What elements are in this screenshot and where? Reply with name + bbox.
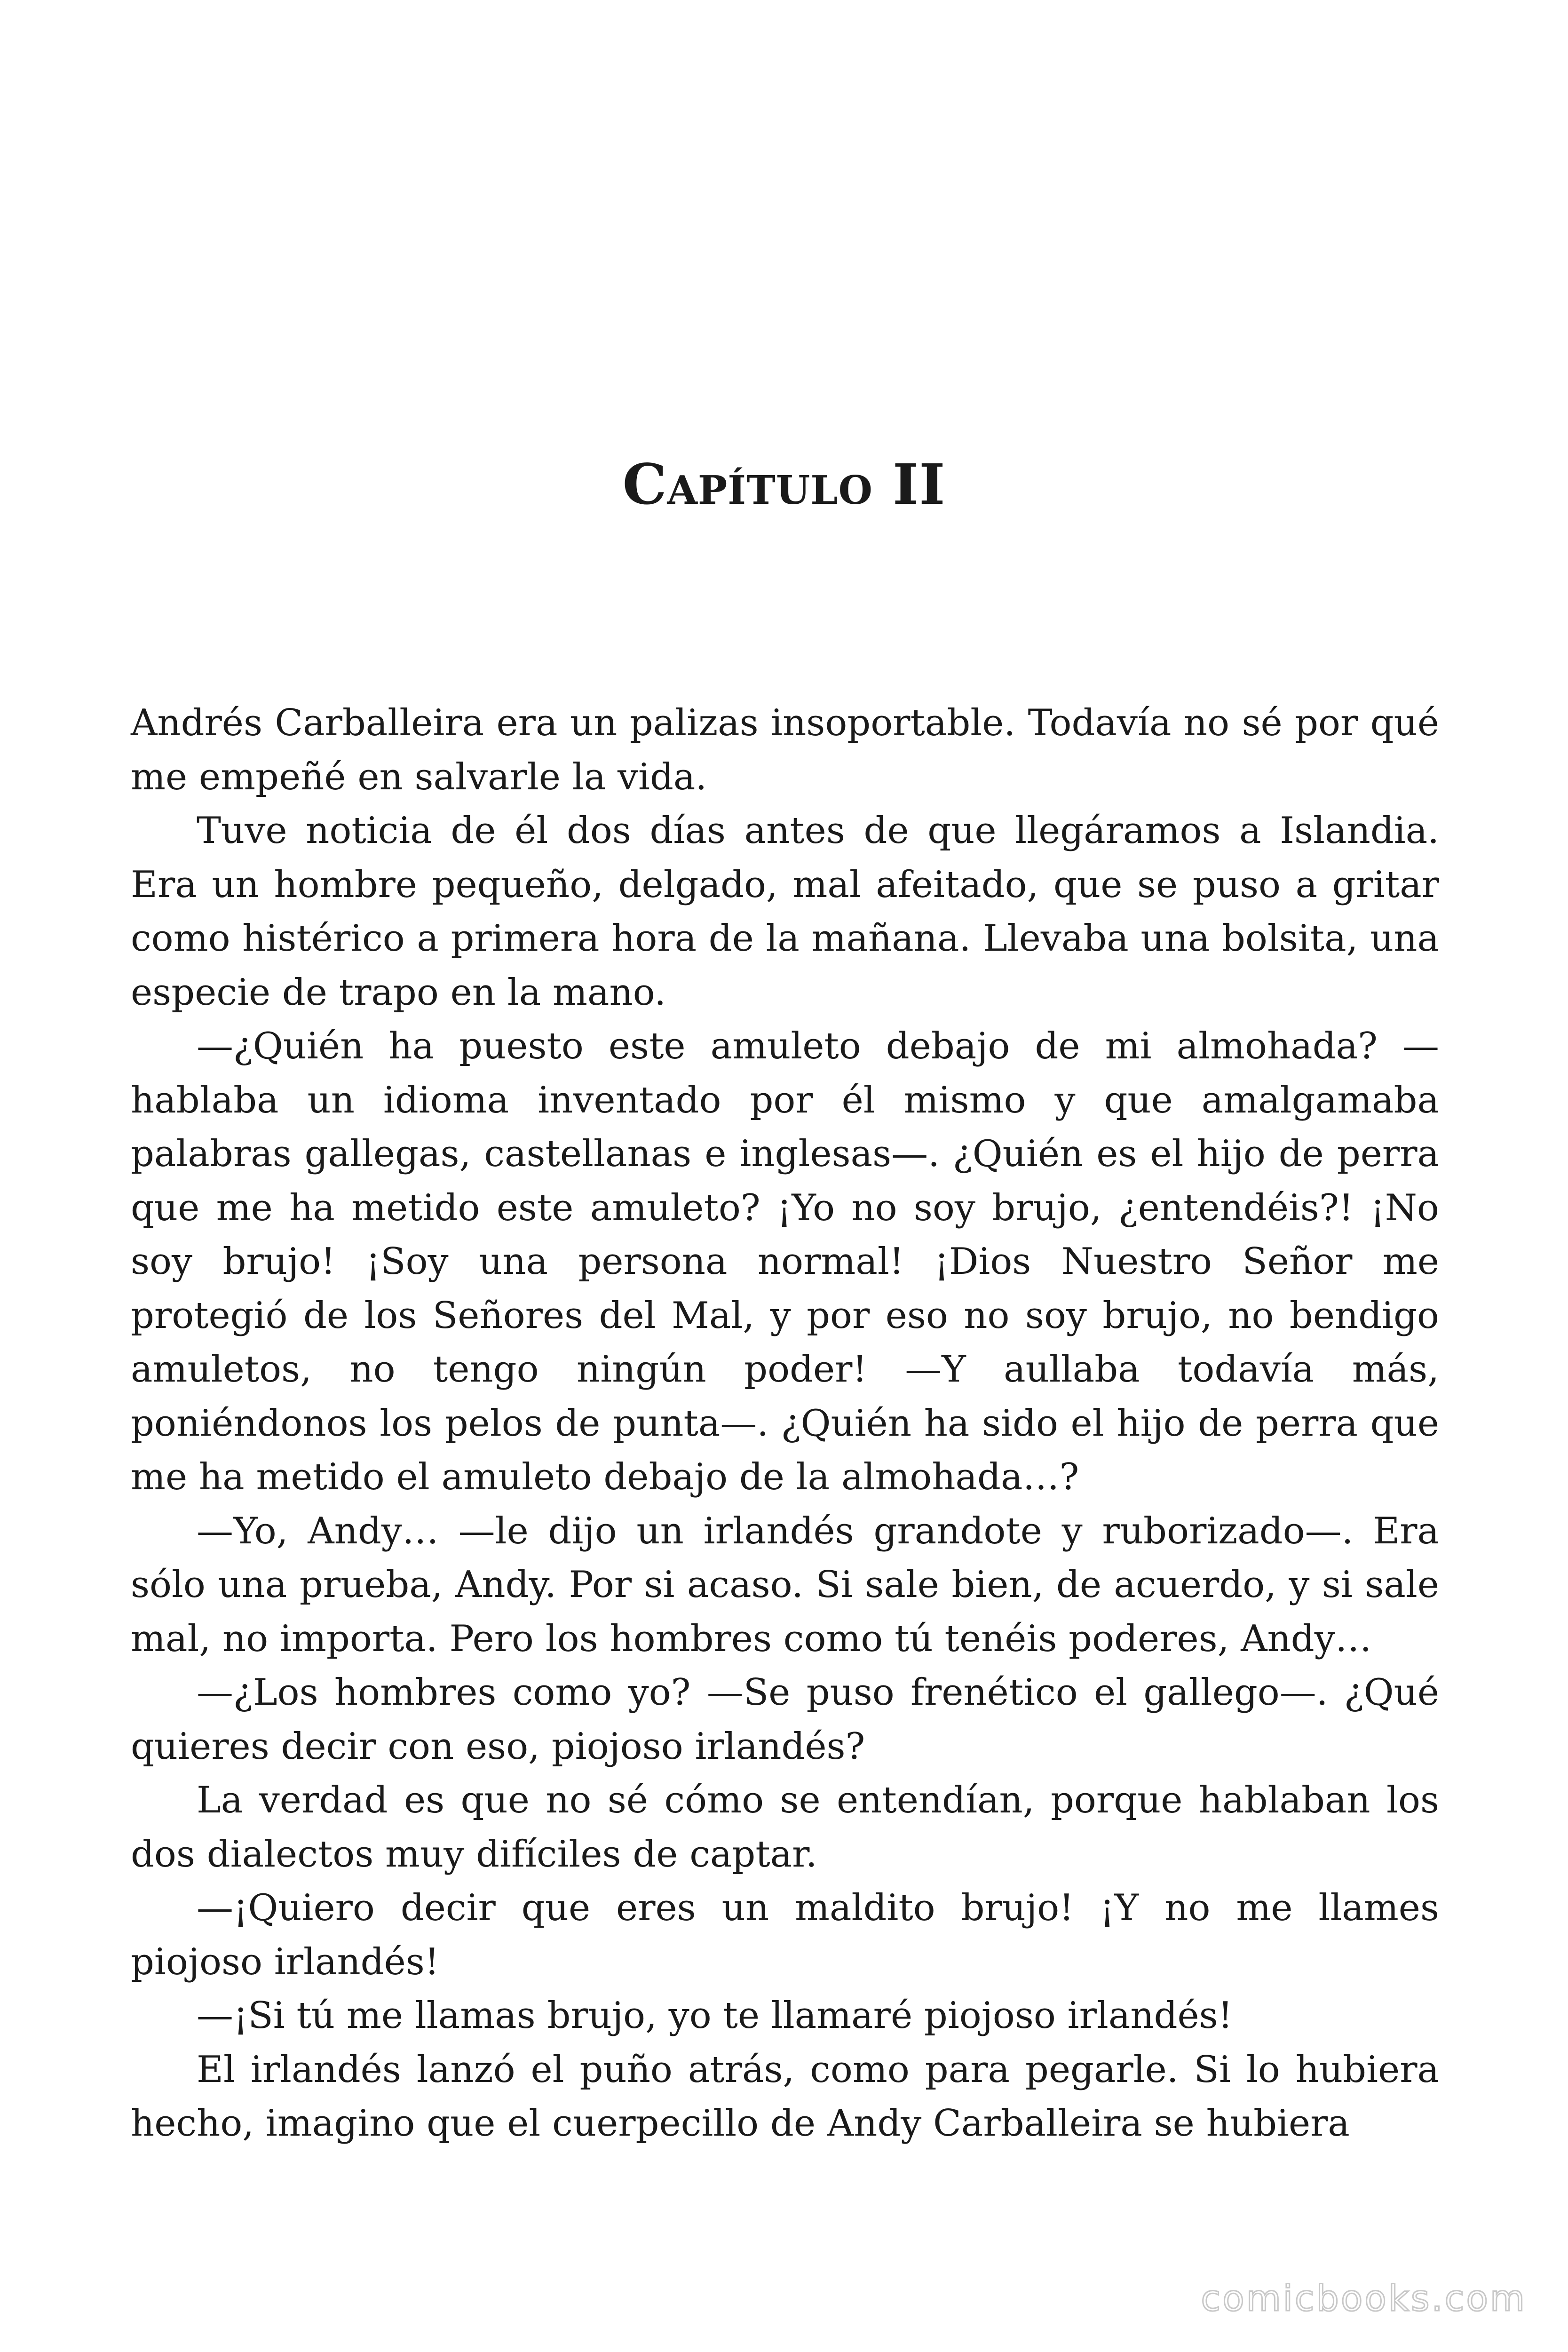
paragraph: —Yo, Andy… —le dijo un irlandés grandote y ruborizado—. Era sólo una prueba, Andy. Por si acaso. Si sale bien, de acuerdo, y si sale mal, no importa. Pero los hombres como tú tenéis poderes, Andy… [131,1510,1439,1660]
paragraph: —¿Quién ha puesto este amuleto debajo de mi almohada? —hablaba un idioma inventado por él mismo y que amalgamaba palabras gallegas, castellanas e inglesas—. ¿Quién es el hijo de perra que me ha metido este amuleto? ¡Yo no soy brujo, ¿entendéis?! ¡No soy brujo! ¡Soy una persona normal! ¡Dios Nuestro Señor me protegió de los Señores del Mal, y por eso no soy brujo, no bendigo amuletos, no tengo ningún poder! —Y aullaba todavía más, poniéndonos los pelos de punta—. ¿Quién ha sido el hijo de perra que me ha metido el amuleto debajo de la almohada…? [131,1025,1439,1498]
watermark: comicbooks.com [1201,2277,1527,2319]
paragraph: —¿Los hombres como yo? —Se puso frenético el gallego—. ¿Qué quieres decir con eso, piojoso irlandés? [131,1671,1439,1768]
chapter-title: Capítulo II [622,452,946,517]
chapter-body [131,696,1439,2151]
paragraph: —¡Quiero decir que eres un maldito brujo! ¡Y no me llames piojoso irlandés! [131,1887,1439,1983]
paragraph: Andrés Carballeira era un palizas insoportable. Todavía no sé por qué me empeñé en salvarle la vida. [131,702,1439,798]
paragraph: —¡Si tú me llamas brujo, yo te llamaré piojoso irlandés! [197,1994,1233,2037]
paragraph: Tuve noticia de él dos días antes de que llegáramos a Islandia. Era un hombre pequeño, delgado, mal afeitado, que se puso a gritar como histérico a primera hora de la mañana. Llevaba una bolsita, una especie de trapo en la mano. [131,810,1439,1014]
paragraph: La verdad es que no sé cómo se entendían, porque hablaban los dos dialectos muy difíciles de captar. [131,1779,1439,1875]
paragraph: El irlandés lanzó el puño atrás, como para pegarle. Si lo hubiera hecho, imagino que el cuerpecillo de Andy Carballeira se hubiera [131,2048,1439,2145]
